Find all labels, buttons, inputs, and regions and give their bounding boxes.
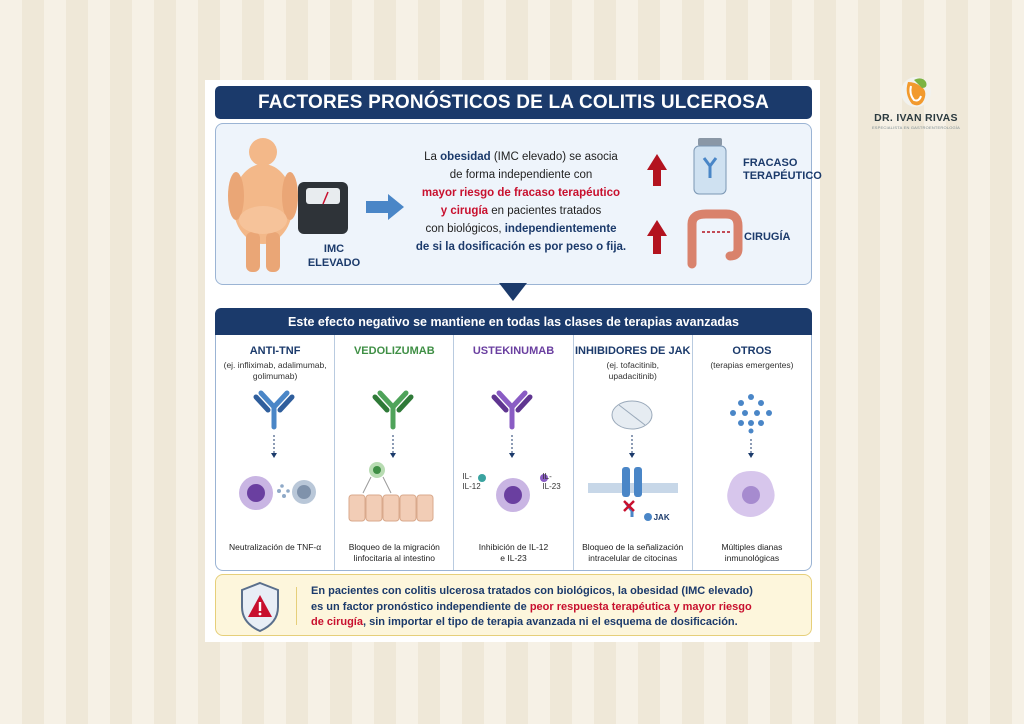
therapy-examples: (ej. tofacitinib, upadacitinib) <box>606 360 659 381</box>
therapy-examples: (ej. infliximab, adalimumab, golimumab) <box>223 360 327 381</box>
therapy-mechanism: Bloqueo de la señalización intracelular de citocinas <box>582 542 684 563</box>
others-illustration <box>693 335 812 540</box>
obesity-statement: La obesidad (IMC elevado) se asocia de forma independiente con mayor riesgo de fracaso terapéutico y cirugía en pacientes tratados con biológicos, independientemente de si la dosificación es por peso o fija. <box>415 151 627 253</box>
therapy-column-others <box>693 335 811 570</box>
therapy-mechanism: Bloqueo de la migración linfocitaria al intestino <box>348 542 440 563</box>
warning-shield-icon <box>230 577 290 637</box>
antibody-icon <box>256 393 292 427</box>
therapy-mechanism: Múltiples dianas inmunológicas <box>721 542 783 563</box>
immune-cell-icon <box>496 478 530 512</box>
therapy-mechanism: Inhibición de IL-12 e IL-23 <box>478 542 549 563</box>
colon-icon <box>692 214 738 264</box>
conclusion-text: En pacientes con colitis ulcerosa tratados con biológicos, la obesidad (IMC elevado) es un factor pronóstico independiente de peor respuesta terapéutica y mayor riesgo de cirugía, sin importar el tipo de terapia avanzada ni el esquema de dosificación. <box>311 585 753 628</box>
brand-logo <box>868 74 964 134</box>
anti-tnf-illustration <box>216 335 335 540</box>
ustekinumab-illustration <box>454 335 573 540</box>
logo-name: DR. IVAN RIVAS <box>874 112 958 124</box>
weight-scale-icon <box>298 182 348 234</box>
therapy-column-ustekinumab <box>454 335 573 570</box>
obese-person-icon <box>228 138 298 272</box>
therapy-column-jak-inhibitors <box>574 335 693 570</box>
infographic-title: FACTORES PRONÓSTICOS DE LA COLITIS ULCEROSA <box>215 86 812 119</box>
logo-mark-icon <box>868 74 964 114</box>
therapy-title: VEDOLIZUMAB <box>353 345 435 357</box>
jak-illustration <box>574 335 693 540</box>
lymphocyte-icon <box>369 462 385 478</box>
pill-icon <box>612 401 652 429</box>
immune-cell-icon <box>239 476 273 510</box>
therapy-title: ANTI-TNF <box>249 345 301 357</box>
immune-cell-icon <box>727 471 774 517</box>
increase-arrow-icon <box>647 220 667 254</box>
tnf-molecule-icon <box>292 480 316 504</box>
infographic-card <box>205 80 820 642</box>
imc-label: IMC ELEVADO <box>307 243 361 269</box>
antibody-icon <box>494 393 530 427</box>
therapy-columns <box>215 335 812 571</box>
outcome-surgery: CIRUGÍA <box>744 231 791 243</box>
block-cross-icon <box>624 501 634 511</box>
conclusion-panel <box>215 574 812 636</box>
logo-tagline: ESPECIALISTA EN GASTROENTEROLOGÍA <box>871 125 961 130</box>
cell-membrane-icon <box>588 483 678 493</box>
il23-label: IL- IL-23 <box>542 472 561 491</box>
divider <box>296 587 297 625</box>
therapy-title: USTEKINUMAB <box>472 345 555 357</box>
intestinal-epithelium-icon <box>349 495 433 521</box>
outcome-treatment-failure: FRACASO TERAPÉUTICO <box>743 157 822 182</box>
therapy-column-vedolizumab <box>335 335 454 570</box>
obesity-panel <box>215 123 822 285</box>
vedolizumab-illustration <box>335 335 454 540</box>
section-subtitle: Este efecto negativo se mantiene en todas las clases de terapias avanzadas <box>215 308 812 335</box>
therapy-title: INHIBIDORES DE JAK <box>574 345 691 357</box>
antibody-icon <box>375 393 411 427</box>
il12-label: IL- IL-12 <box>462 472 481 491</box>
therapy-title: OTROS <box>732 345 772 357</box>
therapy-examples: (terapias emergentes) <box>710 360 794 370</box>
drug-vial-icon <box>694 138 726 194</box>
jak-label: JAK <box>653 513 670 522</box>
molecules-cluster-icon <box>730 394 772 434</box>
therapy-mechanism: Neutralización de TNF-α <box>229 542 322 552</box>
increase-arrow-icon <box>647 154 667 186</box>
right-arrow-icon <box>366 194 404 220</box>
down-arrow-icon <box>499 283 527 301</box>
therapy-column-anti-tnf <box>216 335 335 570</box>
